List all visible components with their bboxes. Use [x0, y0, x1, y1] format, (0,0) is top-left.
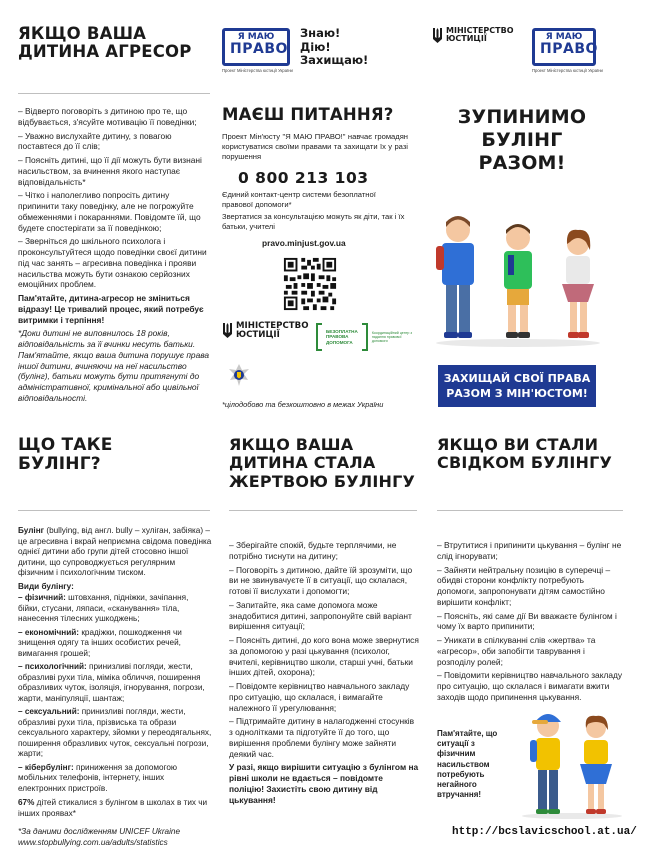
stop-title-line: ЗУПИНИМО: [457, 106, 587, 128]
type-text: принизливі погляди, жести, образливі рухи тіла, міміка обличчя, поширення образливих чуток, ізоляція, ігнорування, погрози, жарти, маніпуляції, шантаж;: [18, 662, 205, 703]
list-item: – Поясніть, які саме дії Ви вважаєте булінгом і чому їх варто припинити;: [437, 610, 617, 632]
list-item: – Зайняти нейтральну позицію в суперечці – обидві сторони конфлікту потребують допомоги, запропонувати дітям самостійно вирішити конфлікт;: [437, 564, 611, 607]
victim-list: [229, 540, 419, 808]
list-item: – Зверніться до шкільного психолога і проконсультуйтеся щодо поведінки своєї дитини під час занять – агресивна поведінка і прояви насильства можуть бути ознакою серйозних емоційних проблем.: [18, 236, 207, 290]
legal-aid-line: ДОПОМОГА: [326, 339, 353, 345]
list-item: [18, 628, 212, 660]
type-name: – сексуальний:: [18, 707, 80, 716]
list-item: [18, 707, 212, 760]
ministry-name-line2: ЮСТИЦІЇ: [446, 34, 487, 44]
logo-line2: ПРАВО: [540, 41, 598, 57]
ministry-logo-top: [432, 27, 514, 44]
list-item: [18, 593, 212, 625]
logo-project-note: Проект Міністерства юстиції України: [532, 68, 603, 73]
aggressor-remember: Пам'ятайте, дитина-агресор не зміниться відразу! Це тривалий процес, який потребує витримки і терпіння!: [18, 293, 204, 325]
motto-line: Знаю!: [300, 26, 341, 40]
divider: [18, 93, 210, 94]
list-item: – Уникати в спілкуванні слів «жертва» та «агресор», оби запобігти таврування і розподілу ролей;: [437, 635, 596, 667]
motto: [300, 27, 368, 68]
legal-aid-note: Координаційний центр з надання правової допомоги: [371, 330, 413, 344]
ministry-name-line1: МІНІСТЕРСТВО: [236, 321, 309, 331]
list-item: – Поясніть дитині, до кого вона може звернутися за допомогою у разі цькування (психолог, вчителі, керівництво школи, старші учні, батьки інших дітей, охорона);: [229, 635, 419, 678]
list-item: – Зберігайте спокій, будьте терплячими, не потрібно тиснути на дитину;: [229, 540, 397, 561]
legal-aid-logo: [316, 323, 414, 351]
type-name: – психологічний:: [18, 662, 87, 671]
ya-mayu-pravo-logo: [532, 28, 596, 66]
banner-line: РАЗОМ З МІН'ЮСТОМ!: [446, 387, 588, 401]
list-item: – Уважно вислухайте дитину, з повагою поставтеся до її слів;: [18, 130, 172, 152]
type-name: – фізичний:: [18, 593, 66, 602]
list-item: [18, 662, 212, 704]
free-note: *цілодобово та безкоштовно в межах України: [222, 400, 384, 409]
ministry-name-line1: МІНІСТЕРСТВО: [446, 26, 514, 35]
banner-line: ЗАХИЩАЙ СВОЇ ПРАВА: [443, 372, 591, 385]
motto-line: Захищаю!: [300, 53, 369, 68]
type-text: штовхання, підніжки, зачіпання, бійки, стусани, ляпаси, «сканування» тіла, нанесення тілесних ушкоджень;: [18, 593, 189, 623]
divider: [437, 510, 623, 511]
qr-code-icon: [282, 256, 338, 312]
witness-list: [437, 540, 623, 706]
questions-intro: Проект Мін'юсту "Я МАЮ ПРАВО!" навчає громадян користуватися своїми правами та захищати їх у разі порушення: [222, 132, 408, 161]
types-title: Види булінгу:: [18, 581, 74, 591]
type-text: приниження за допомогою мобільних телефонів, інтернету, інших електронних пристроїв.: [18, 762, 178, 793]
watermark-url: http://bcslavicschool.at.ua/: [452, 826, 637, 838]
list-item: – Втрутитися і припинити цькування – булінг не слід ігнорувати;: [437, 540, 622, 561]
divider: [18, 510, 210, 511]
motto-line: Дію!: [300, 39, 331, 54]
legal-aid-line: ПРАВОВА: [326, 334, 349, 340]
victim-title-line: ДИТИНА СТАЛА: [229, 453, 376, 473]
three-kids-illustration-icon: [428, 200, 608, 348]
witness-title: [437, 436, 627, 473]
list-item: – Відверто поговоріть з дитиною про те, що відбувається, з'ясуйте мотивацію її поведінки;: [18, 106, 197, 127]
two-kids-illustration-icon: [518, 690, 626, 820]
bracket-right-icon: [362, 323, 368, 351]
witness-remember: Пам'ятайте, що ситуації з фізичним насильством потребують негайного втручання!: [437, 729, 498, 800]
witness-title-line: ЯКЩО ВИ СТАЛИ: [437, 435, 599, 454]
logo-line1: Я МАЮ: [545, 32, 583, 42]
list-item: – Запитайте, яка саме допомога може знадобитися дитині, запропонуйте свій варіант вирішення ситуації;: [229, 599, 412, 632]
stop-title-line: БУЛІНГ: [481, 129, 563, 152]
ministry-name-line2: ЮСТИЦІЇ: [236, 330, 280, 341]
aggressor-title: ЯКЩО ВАША ДИТИНА АГРЕСОР: [18, 24, 192, 62]
legal-aid-line: БЕЗОПЛАТНА: [326, 329, 358, 335]
statistic: [18, 798, 212, 819]
police-emblem-icon: [228, 364, 250, 386]
logo-line2: ПРАВО: [230, 41, 288, 57]
trident-icon: [222, 322, 233, 339]
contact-center-text: Єдиний контакт-центр системи безоплатної правової допомоги*: [222, 190, 376, 209]
victim-final: У разі, якщо вирішити ситуацію з булінгом на рівні школи не вдається – повідомте поліцію! Захистіть свою дитину від цькування!: [229, 762, 419, 805]
witness-title-line: СВІДКОМ БУЛІНГУ: [437, 453, 613, 473]
victim-title: [229, 436, 419, 491]
list-item: – Підтримайте дитину в налагодженні стосунків з однолітками та підготуйте її до того, що вирішення проблеми булінгу може зайняти деякий час.: [229, 716, 415, 759]
what-is-bullying-title: ЩО ТАКЕ БУЛІНГ?: [18, 435, 113, 475]
type-text: крадіжки, пошкодження чи знищення одягу та інших особистих речей, вимагання грошей;: [18, 627, 182, 658]
stop-title-line: РАЗОМ!: [478, 152, 566, 175]
stat-text: дітей стикалися з булінгом в школах в тих чи інших проявах*: [18, 798, 208, 818]
aggressor-footnote: *Доки дитині не виповнилось 18 років, відповідальність за її вчинки несуть батьки. Пам'ятайте, якщо ваша дитина порушує права іншої дитини, вчиняючи на неї насильство (булінг), батьки можуть бути притягнуті до адміністративної, кримінальної або цивільної відповідальності.: [18, 328, 210, 403]
questions-title: МАЄШ ПИТАННЯ?: [222, 105, 394, 124]
definition: [18, 526, 212, 579]
victim-title-line: ЖЕРТВОЮ БУЛІНГУ: [229, 471, 415, 491]
ministry-logo-bottom: [222, 322, 309, 340]
definition-term: Булінг: [18, 526, 45, 535]
list-item: – Повідомте керівництво навчального закладу про ситуацію, що склалася, і вимагайте належного її урегулювання;: [229, 681, 410, 713]
logo-project-note: Проект Міністерства юстиції України: [222, 68, 293, 73]
type-name: – кібербулінг:: [18, 762, 74, 772]
list-item: – Поясніть дитині, що її дії можуть бути визнані насильством, за вчинення якого наступає відповідальність*: [18, 155, 202, 187]
what-is-bullying-text: [18, 526, 212, 849]
stop-bullying-title: [432, 106, 612, 176]
website-link[interactable]: pravo.minjust.gov.ua: [262, 238, 346, 248]
divider: [229, 510, 417, 511]
trident-icon: [432, 27, 443, 44]
bracket-left-icon: [316, 323, 322, 351]
ya-mayu-pravo-logo: [222, 28, 290, 66]
slogan-banner: [438, 365, 596, 407]
list-item: [18, 763, 212, 795]
stat-value: 67%: [18, 798, 35, 807]
aggressor-list: [18, 106, 212, 407]
definition-text: (bullying, від англ. bully – хуліган, забіяка) – це агресивна і вкрай неприємна свідома поведінка однієї дитини або групи дітей стосовно іншої дитини, що супроводжується регулярним фізичним і психологічним тиском.: [18, 526, 212, 577]
source-note: *За даними дослідженням UNICEF Ukraine: [18, 827, 181, 836]
who-can-call-text: Звертатися за консультацією можуть як діти, так і їх батьки, учителі: [222, 212, 405, 231]
victim-title-line: ЯКЩО ВАША: [229, 435, 354, 454]
list-item: – Чітко і наполегливо попросіть дитину припинити таку поведінку, але не погрожуйте обмеженнями і покараннями. Повідомте їй, що будете спостерігати за її поведінкою;: [18, 190, 201, 233]
type-text: принизливі погляди, жести, образливі рухи тіла, прізвиська та образи сексуального характеру, зйомки у переодягальнях, поширення образливих чуток, сексуальні погрози, жарти;: [18, 707, 212, 758]
type-name: – економічний:: [18, 627, 80, 637]
hotline-phone: 0 800 213 103: [238, 169, 369, 187]
list-item: – Повідомити керівництво навчального закладу про ситуацію, що склалася і вимагати вжити заходів щодо припинення цькування.: [437, 670, 623, 702]
list-item: – Поговоріть з дитиною, дайте їй зрозуміти, що ви не звинувачуєте її в ситуації, що склалася, готові її вислухати і допомогти;: [229, 564, 413, 596]
logo-line1: Я МАЮ: [237, 32, 275, 42]
source-link[interactable]: www.stopbullying.com.ua/adults/statistics: [18, 837, 168, 847]
